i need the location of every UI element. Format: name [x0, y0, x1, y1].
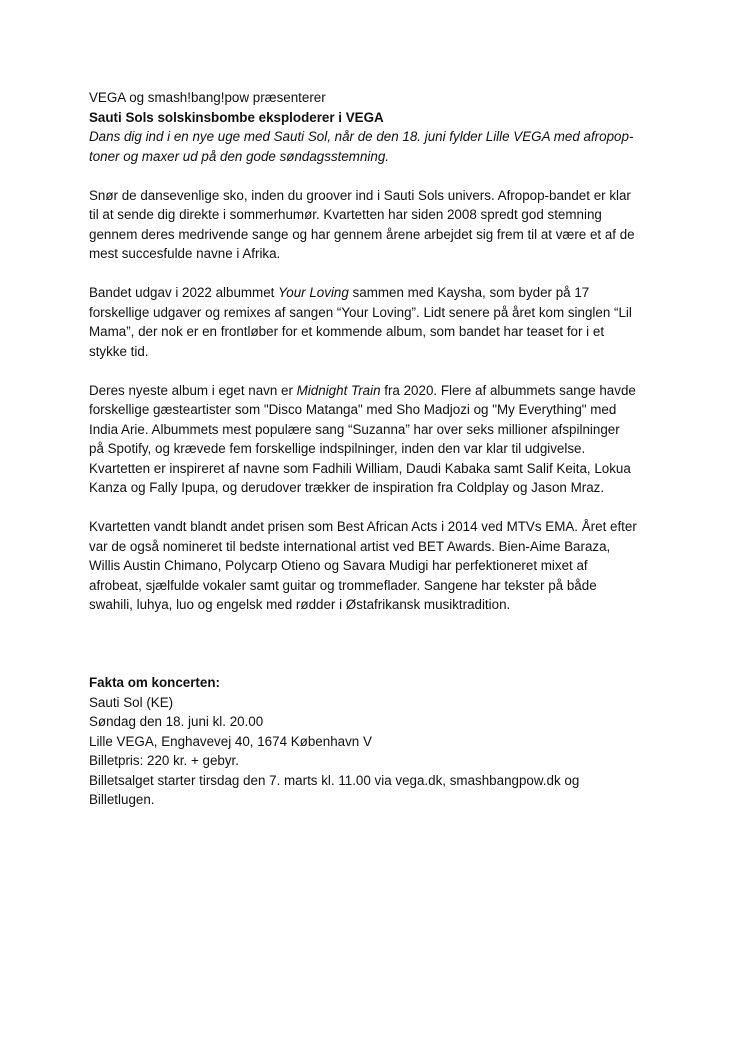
- facts-block: [89, 673, 669, 810]
- facts-sale-line-1: Billetsalget starter tirsdag den 7. marts kl. 11.00 via vega.dk, smashbangpow.dk og: [89, 772, 580, 788]
- spacer: [89, 634, 669, 673]
- text-run: fra 2020. Flere af albummets sange havde: [380, 382, 636, 398]
- paragraph-line: Mama”, der nok er en frontløber for et kommende album, som bandet har teaset for i et: [89, 324, 605, 339]
- text-run: Deres nyeste album i eget navn er: [89, 382, 297, 398]
- facts-heading: Fakta om koncerten:: [89, 675, 220, 690]
- paragraph-line: Willis Austin Chimano, Polycarp Otieno og Savara Mudigi har perfektioneret mixet af: [89, 558, 588, 573]
- paragraph-line: Kanza og Fally Ipupa, og derudover trækker de inspiration fra Coldplay og Jason Mraz.: [89, 480, 605, 495]
- paragraph-line: var de også nomineret til bedste international artist ved BET Awards. Bien-Aime Baraza,: [89, 538, 611, 554]
- paragraph-line: forskellige udgaver og remixes af sangen “Your Loving”. Lidt senere på året kom singlen “Lil: [89, 304, 632, 320]
- text-run: Bandet udgav i 2022 albummet: [89, 285, 279, 300]
- paragraph-line: stykke tid.: [89, 343, 149, 359]
- paragraph-4: [89, 517, 669, 615]
- album-title-your-loving: Your Loving: [278, 285, 349, 300]
- paragraph-2: [89, 283, 669, 361]
- headline: Sauti Sols solskinsbombe eksploderer i VEGA: [89, 109, 384, 125]
- paragraph-line: mest succesfulde navne i Afrika.: [89, 246, 281, 261]
- paragraph-line: på Spotify, og krævede fem forskellige indspilninger, inden den var klar til udgivelse.: [89, 441, 586, 456]
- album-title-midnight-train: Midnight Train: [296, 382, 381, 398]
- lead-line-1: Dans dig ind i en nye uge med Sauti Sol, når de den 18. juni fylder Lille VEGA med afropop-: [89, 129, 634, 144]
- lead-line-2: toner og maxer ud på den gode søndagsstemning.: [89, 148, 389, 164]
- paragraph-line: forskellige gæsteartister som "Disco Matanga" med Sho Madjozi og "My Everything" med: [89, 402, 617, 417]
- paragraph-line: [89, 283, 669, 303]
- facts-price: Billetpris: 220 kr. + gebyr.: [89, 753, 239, 768]
- paragraph-3: [89, 381, 669, 498]
- facts-artist: Sauti Sol (KE): [89, 694, 174, 710]
- paragraph-line: til at sende dig direkte i sommerhumør. Kvartetten har siden 2008 spredt god stemning: [89, 207, 602, 222]
- paragraph-1: [89, 186, 669, 264]
- press-release-page: [89, 88, 669, 810]
- paragraph-line: India Arie. Albummets mest populære sang “Suzanna” har over seks millioner afspilninger: [89, 421, 620, 437]
- facts-date: Søndag den 18. juni kl. 20.00: [89, 714, 264, 729]
- paragraph-line: afrobeat, sjælfulde vokaler samt guitar og trommeflader. Sangene har tekster på både: [89, 577, 597, 593]
- presenter-line: VEGA og smash!bang!pow præsenterer: [89, 90, 326, 105]
- paragraph-line: [89, 381, 669, 401]
- paragraph-line: swahili, luhya, luo og engelsk med rødder i Østafrikansk musiktradition.: [89, 597, 511, 612]
- text-run: sammen med Kaysha, som byder på 17: [348, 285, 590, 300]
- header-block: [89, 88, 669, 166]
- facts-sale-line-2: Billetlugen.: [89, 792, 155, 807]
- paragraph-line: Kvartetten er inspireret af navne som Fadhili William, Daudi Kabaka samt Salif Keita, Lokua: [89, 460, 631, 476]
- facts-venue: Lille VEGA, Enghavevej 40, 1674 København V: [89, 733, 372, 749]
- paragraph-line: Kvartetten vandt blandt andet prisen som Best African Acts i 2014 ved MTVs EMA. Året efter: [89, 519, 637, 534]
- paragraph-line: Snør de dansevenlige sko, inden du groover ind i Sauti Sols univers. Afropop-bandet er klar: [89, 187, 631, 203]
- paragraph-line: gennem deres medrivende sange og har gennem årene arbejdet sig frem til at være et af de: [89, 226, 635, 242]
